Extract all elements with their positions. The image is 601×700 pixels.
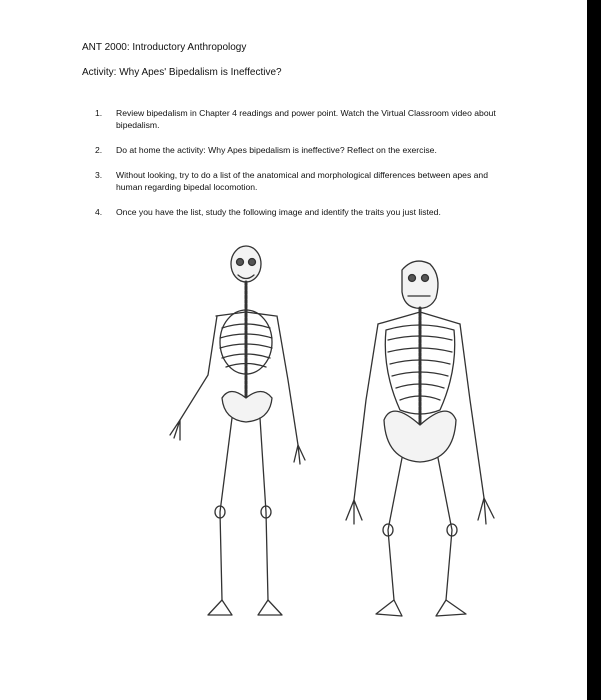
list-item bbox=[95, 206, 515, 218]
item-text: Without looking, try to do a list of the anatomical and morphological differences between apes and human regarding bipedal locomotion. bbox=[116, 170, 488, 192]
item-number: 3. bbox=[95, 170, 103, 180]
skeleton-comparison-figure bbox=[140, 240, 520, 625]
course-title: ANT 2000: Introductory Anthropology bbox=[82, 42, 247, 53]
list-item bbox=[95, 144, 515, 156]
item-text: Once you have the list, study the following image and identify the traits you just listed. bbox=[116, 207, 441, 217]
gorilla-skeleton-icon bbox=[346, 261, 494, 616]
item-number: 4. bbox=[95, 207, 103, 217]
list-item bbox=[95, 169, 515, 193]
item-number: 2. bbox=[95, 145, 103, 155]
human-skeleton-icon bbox=[170, 246, 305, 615]
item-text: Do at home the activity: Why Apes bipedalism is ineffective? Reflect on the exercise. bbox=[116, 145, 437, 155]
instruction-list bbox=[95, 107, 515, 231]
list-item bbox=[95, 107, 515, 131]
item-text: Review bipedalism in Chapter 4 readings and power point. Watch the Virtual Classroom video about bipedalism. bbox=[116, 108, 496, 130]
item-number: 1. bbox=[95, 108, 103, 118]
document-header bbox=[82, 42, 282, 92]
activity-title: Activity: Why Apes' Bipedalism is Ineffective? bbox=[82, 67, 282, 78]
